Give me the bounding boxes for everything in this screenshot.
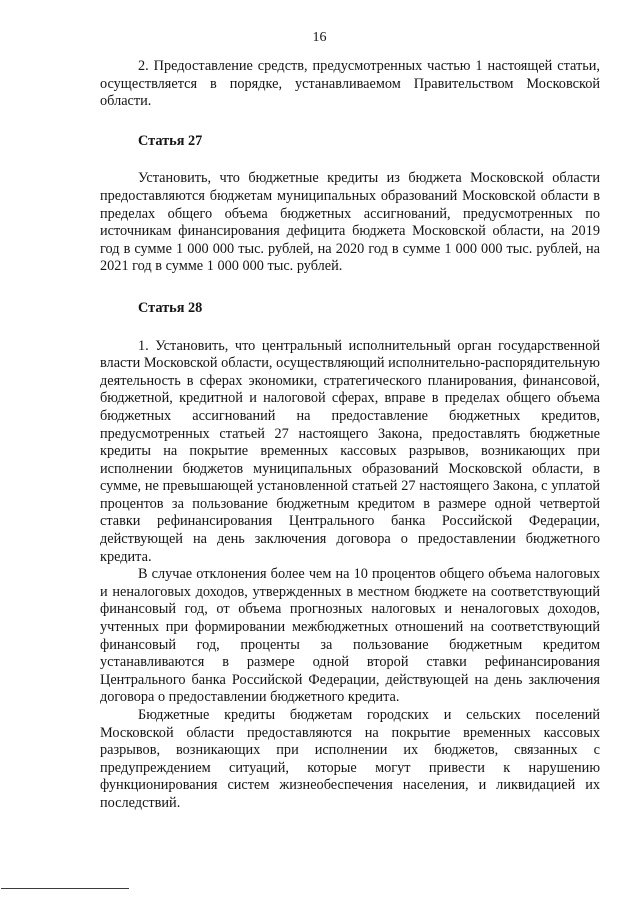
spacer [100,318,600,338]
paragraph-article-26-part-2: 2. Предоставление средств, предусмотренных частью 1 настоящей статьи, осуществляется в порядке, устанавливаемом Правительством Московской области. [100,58,600,110]
paragraph-article-28-deviation: В случае отклонения более чем на 10 процентов общего объема налоговых и неналоговых доходов, утвержденных в местном бюджете на соответствующий финансовый год, от объема прогнозных налоговых и неналоговых доходов, учтенных при формировании межбюджетных отношений на соответствующий финансовый год, проценты за пользование бюджетным кредитом устанавливаются в размере одной второй ставки рефинансирования Центрального банка Российской Федерации, действующей на день заключения договора о предоставлении бюджетного кредита. [100,566,600,706]
paragraph-article-28-part-1: 1. Установить, что центральный исполнительный орган государственной власти Московской области, осуществляющий исполнительно-распорядительную деятельность в сферах экономики, стратегического планирования, финансовой, бюджетной, кредитной и налоговой сферах, вправе в пределах общего объема бюджетных ассигнований на предоставление бюджетных кредитов, предусмотренных статьей 27 настоящего Закона, предоставлять бюджетные кредиты на покрытие временных кассовых разрывов, возникающих при исполнении бюджетов муниципальных образований Московской области, в сумме, не превышающей установленной статьей 27 настоящего Закона, с уплатой процентов за пользование бюджетным кредитом в размере одной четвертой ставки рефинансирования Центрального банка Российской Федерации, действующей на день заключения договора о предоставлении бюджетного кредита. [100,337,600,565]
article-27-heading: Статья 27 [138,132,203,149]
footer-rule [1,888,129,889]
paragraph-article-27: Установить, что бюджетные кредиты из бюджета Московской области предоставляются бюджетам муниципальных образований Московской области в пределах общего объема бюджетных ассигнований, предусмотренных по источникам финансирования дефицита бюджета Московской области, на 2019 год в сумме 1 000 000 тыс. рублей, на 2020 год в сумме 1 000 000 тыс. рублей, на 2021 год в сумме 1 000 000 тыс. рублей. [100,170,600,275]
article-28-heading: Статья 28 [138,299,203,316]
spacer [100,150,600,170]
spacer [100,111,600,133]
page-number: 16 [312,30,327,45]
paragraph-article-28-settlements: Бюджетные кредиты бюджетам городских и сельских поселений Московской области предоставляются на покрытие временных кассовых разрывов, возникающих при исполнении их бюджетов, связанных с предупреждением ситуаций, которые могут привести к нарушению функционирования систем жизнеобеспечения населения, и ликвидацией их последствий. [100,707,600,811]
document-body [100,58,600,813]
spacer [100,276,600,300]
